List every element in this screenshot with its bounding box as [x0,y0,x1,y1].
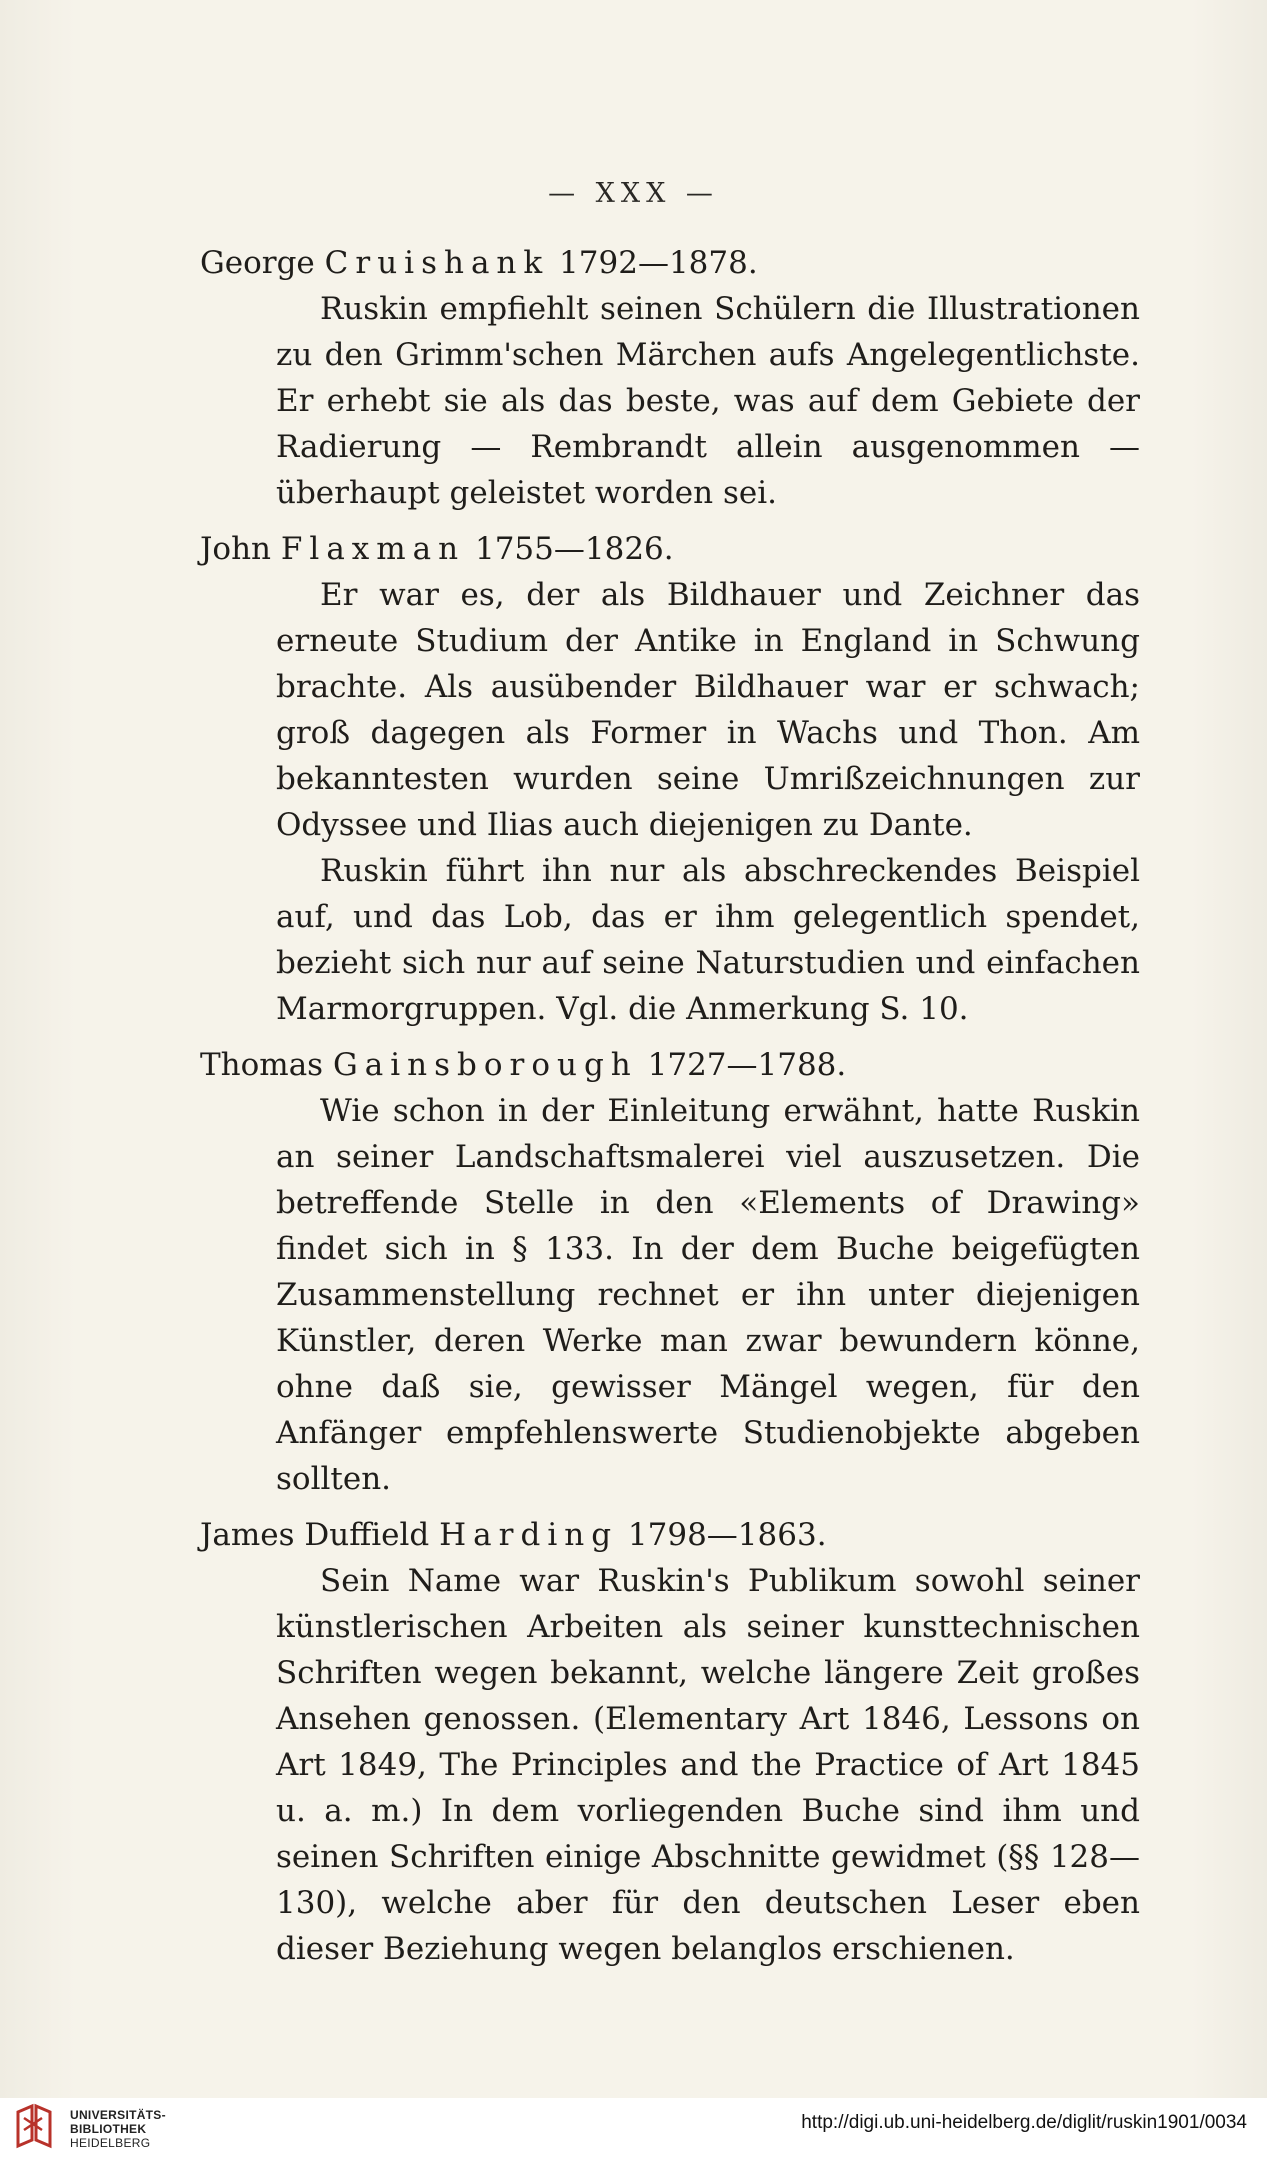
artist-surname: Harding [439,1517,619,1553]
artist-dates: 1755—1826. [474,531,674,567]
library-logo-icon [12,2102,58,2152]
entry-heading [200,1512,1140,1558]
entry-heading [200,1042,1140,1088]
entry-paragraph: Er war es, der als Bildhauer und Zeichner das erneute Studium der Antike in England in Schwung brachte. Als ausübender Bildhauer war er schwach; groß dagegen als Former in Wachs und Thon. Am bekanntesten wurden seine Umrißzeichnungen zur Odyssee und Ilias auch diejenigen zu Dante. [276,577,1140,843]
artist-entry [200,1512,1140,1972]
page-body [200,240,1140,1972]
entry-paragraph: Ruskin empfiehlt seinen Schülern die Illustrationen zu den Grimm'schen Märchen aufs Angelegentlichste. Er erhebt sie als das beste, was auf dem Gebiete der Radierung — Rembrandt allein ausgenommen — überhaupt geleistet worden sei. [276,291,1140,511]
artist-dates: 1727—1788. [647,1047,847,1083]
institution-line: HEIDELBERG [70,2136,151,2150]
artist-surname: Cruishank [324,245,550,281]
institution-name [70,2108,166,2150]
artist-entry [200,526,1140,1032]
source-url-link[interactable]: http://digi.ub.uni-heidelberg.de/diglit/ruskin1901/0034 [801,2112,1247,2133]
artist-entry [200,240,1140,516]
entry-heading [200,526,1140,572]
entry-heading [200,240,1140,286]
page-number: — XXX — [548,178,719,209]
artist-surname: Flaxman [280,531,466,567]
artist-given-name: George [200,245,315,281]
artist-dates: 1798—1863. [627,1517,827,1553]
entry-paragraph: Sein Name war Ruskin's Publikum sowohl seiner künstlerischen Arbeiten als seiner kunsttechnischen Schriften wegen bekannt, welche längere Zeit großes Ansehen genossen. (Elementary Art 1846, Lessons on Art 1849, The Principles and the Practice of Art 1845 u. a. m.) In dem vorliegenden Buche sind ihm und seinen Schriften einige Abschnitte gewidmet (§§ 128—130), welche aber für den deutschen Leser eben dieser Beziehung wegen belanglos erschienen. [276,1563,1140,1967]
artist-given-name: James Duffield [200,1517,430,1553]
institution-line: BIBLIOTHEK [70,2122,147,2136]
artist-given-name: Thomas [200,1047,324,1083]
entry-paragraph: Wie schon in der Einleitung erwähnt, hatte Ruskin an seiner Landschaftsmalerei viel auszusetzen. Die betreffende Stelle in den «Elements of Drawing» findet sich in § 133. In der dem Buche beigefügten Zusammenstellung rechnet er ihn unter diejenigen Künstler, deren Werke man zwar bewundern könne, ohne daß sie, gewisser Mängel wegen, für den Anfänger empfehlenswerte Studienobjekte abgeben sollten. [276,1093,1140,1497]
institution-line: UNIVERSITÄTS- [70,2108,166,2122]
artist-surname: Gainsborough [332,1047,638,1083]
artist-entry [200,1042,1140,1502]
artist-given-name: John [200,531,272,567]
artist-dates: 1792—1878. [559,245,758,281]
entry-paragraph: Ruskin führt ihn nur als abschreckendes Beispiel auf, und das Lob, das er ihm gelegentlich spendet, bezieht sich nur auf seine Naturstudien und einfachen Marmorgruppen. Vgl. die Anmerkung S. 10. [276,853,1140,1027]
